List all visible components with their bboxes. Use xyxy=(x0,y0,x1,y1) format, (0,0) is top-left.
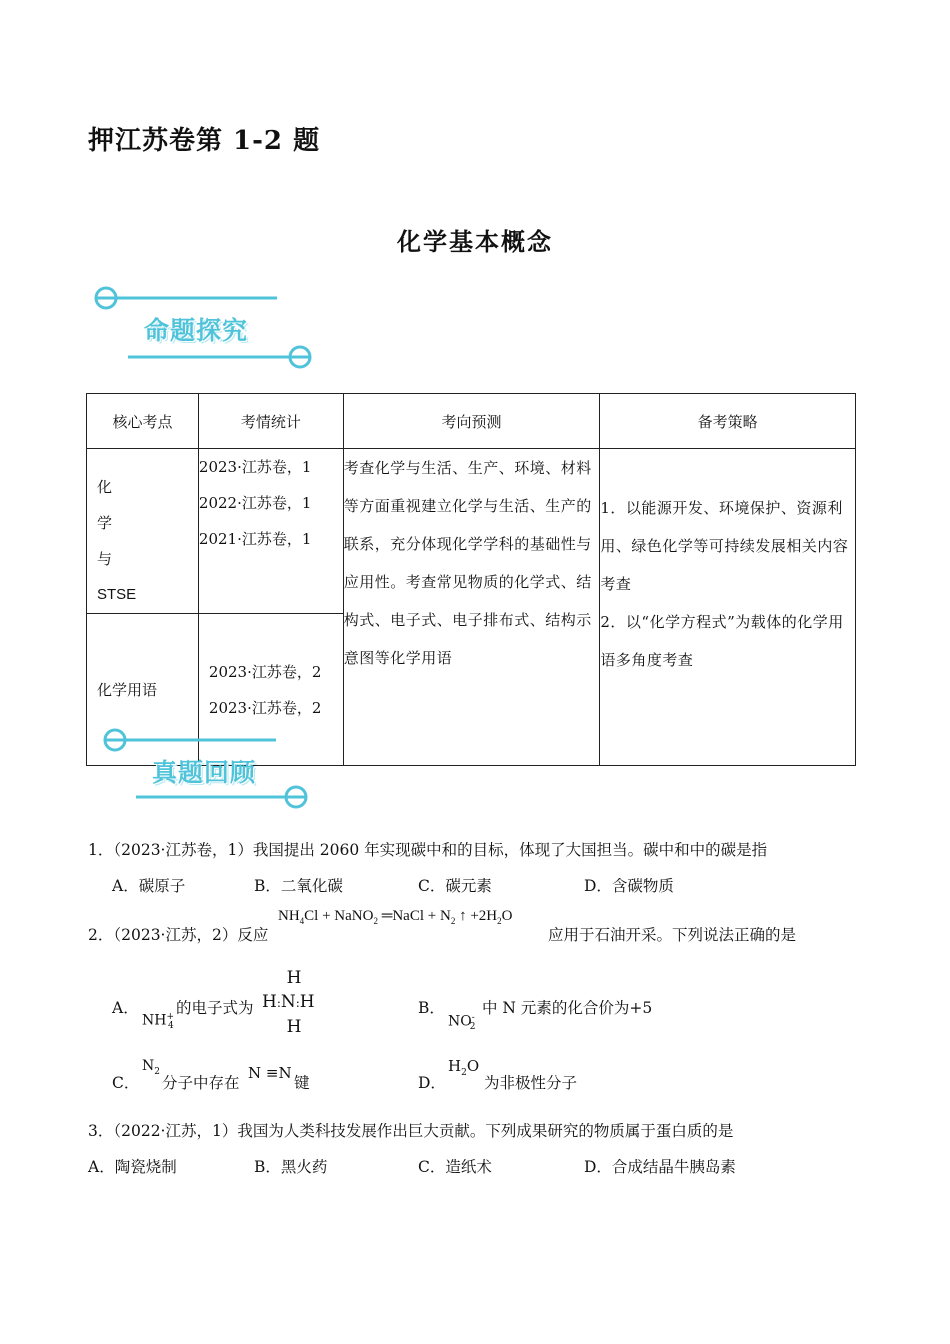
table-header-cell: 考情统计 xyxy=(198,394,343,449)
stat-item: 2023·江苏卷，2 xyxy=(208,698,322,717)
question-1-option-d: D．含碳物质 xyxy=(584,877,674,895)
analysis-table xyxy=(86,393,856,766)
topic-text: 化学用语 xyxy=(97,681,158,699)
question-3-option-d: D．合成结晶牛胰岛素 xyxy=(584,1158,736,1176)
question-2-option-a-text: 的电子式为 xyxy=(176,999,254,1017)
stats-cell xyxy=(198,449,343,614)
strategy-cell xyxy=(600,449,856,766)
table-row xyxy=(87,449,856,614)
question-3-option-a: A．陶瓷烧制 xyxy=(88,1158,177,1176)
table-header-cell: 备考策略 xyxy=(600,394,856,449)
banner-label: 真题回顾 xyxy=(152,758,257,787)
n2-formula: $N_2$ xyxy=(142,1058,160,1077)
ammonium-formula: $NH^+_4$ xyxy=(142,1012,175,1032)
forecast-text: 考查化学与生活、生产、环境、材料等方面重视建立化学与生活、生产的联系，充分体现化学学科的基础性与应用性。考查常见物质的化学式、结构式、电子式、电子排布式、结构示意图等化学用语 xyxy=(343,459,592,667)
forecast-cell xyxy=(343,449,600,766)
banner-review xyxy=(100,727,330,817)
question-1-stem: 1．（2023·江苏卷，1）我国提出 2060 年实现碳中和的目标，体现了大国担当。碳中和中的碳是指 xyxy=(88,841,768,859)
question-2-option-b-label: B． xyxy=(418,999,445,1017)
document-title: 押江苏卷第 1-2 题 xyxy=(88,126,321,156)
nitrite-formula: $NO^-_2$ xyxy=(448,1013,476,1033)
strategy-text: 1．以能源开发、环境保护、资源利用、绿色化学等可持续发展相关内容考查 xyxy=(600,499,849,593)
banner-proposition xyxy=(92,285,322,375)
question-2-equation: $NH_4Cl$ + NaNO$_2$ ═NaCl + $N_2$ ↑ $+2H_2O$ xyxy=(278,908,513,926)
question-2-option-d-text: 为非极性分子 xyxy=(484,1074,578,1092)
question-2-option-c-text2: 键 xyxy=(294,1074,310,1092)
stat-item: 2023·江苏卷，1 xyxy=(198,458,312,476)
question-3-option-b: B．黑火药 xyxy=(254,1158,328,1176)
water-formula: $H_2O$ xyxy=(448,1057,480,1078)
stat-item: 2021·江苏卷，1 xyxy=(198,530,312,548)
question-3-option-c: C．造纸术 xyxy=(418,1158,492,1176)
question-1-option-a: A．碳原子 xyxy=(112,877,186,895)
question-2-option-a-label: A． xyxy=(112,999,139,1017)
question-1-option-c: C．碳元素 xyxy=(418,877,492,895)
question-3-stem: 3．（2022·江苏，1）我国为人类科技发展作出巨大贡献。下列成果研究的物质属于蛋白质的是 xyxy=(88,1122,734,1140)
table-header-row xyxy=(87,394,856,449)
question-2-option-c-label: C． xyxy=(112,1074,140,1092)
table-header-cell: 核心考点 xyxy=(87,394,199,449)
triple-bond-formula: N ≡N xyxy=(248,1064,292,1082)
question-1-option-b: B．二氧化碳 xyxy=(254,877,343,895)
strategy-text: 2．以“化学方程式”为载体的化学用语多角度考查 xyxy=(600,613,844,669)
question-2-stem-suffix: 应用于石油开采。下列说法正确的是 xyxy=(548,926,797,944)
table-header-cell: 考向预测 xyxy=(343,394,600,449)
question-2-option-c-text1: 分子中存在 xyxy=(162,1074,240,1092)
stat-item: 2022·江苏卷，1 xyxy=(198,494,312,512)
nh4-lewis-structure: H H:N:H H xyxy=(262,968,315,1037)
topic-text: 化 学 与 xyxy=(97,478,133,568)
question-2-stem-prefix: 2．（2023·江苏，2）反应 xyxy=(88,926,269,944)
topic-cell xyxy=(87,449,199,614)
section-title: 化学基本概念 xyxy=(397,227,553,256)
stat-item: 2023·江苏卷，2 xyxy=(208,662,322,681)
question-2-option-b-text: 中 N 元素的化合价为+5 xyxy=(482,999,653,1017)
banner-label: 命题探究 xyxy=(144,316,249,345)
question-2-option-d-label: D． xyxy=(418,1074,446,1092)
topic-text: STSE xyxy=(97,586,137,603)
